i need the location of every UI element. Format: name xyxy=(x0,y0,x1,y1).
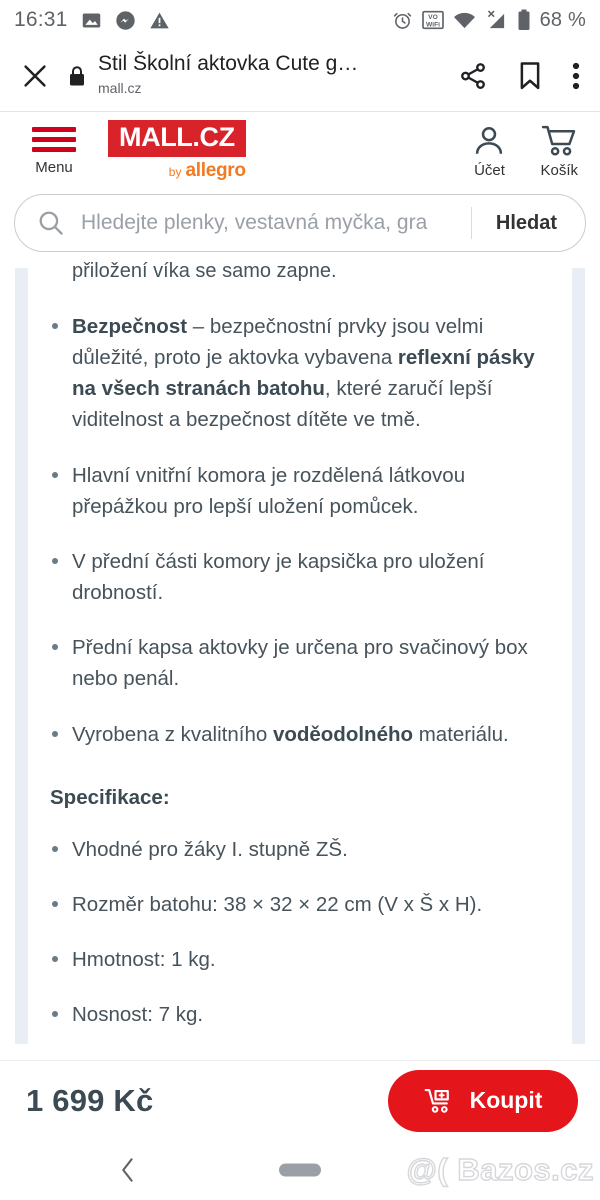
messenger-icon xyxy=(115,10,136,31)
close-icon[interactable] xyxy=(20,61,50,91)
cart-button[interactable] xyxy=(540,124,578,179)
product-price: 1 699 Kč xyxy=(26,1082,154,1118)
battery-percentage: 68 % xyxy=(539,8,586,31)
search-icon xyxy=(37,209,65,237)
body-text: Nosnost: 7 kg. xyxy=(72,1003,204,1027)
page-title-block[interactable] xyxy=(94,52,458,98)
mall-logo[interactable] xyxy=(108,120,246,181)
specifications-heading: Specifikace: xyxy=(50,785,170,809)
list-item xyxy=(50,546,550,608)
person-icon xyxy=(472,124,506,158)
list-item xyxy=(50,460,550,522)
body-text: – bezpečnostní prvky jsou velmi důležité, proto je aktovka vybavena xyxy=(72,315,484,370)
body-text: Hmotnost: 1 kg. xyxy=(72,948,216,972)
body-text: materiálu. xyxy=(413,722,509,746)
photo-icon xyxy=(81,10,102,31)
allegro-by-label: by xyxy=(168,164,182,179)
list-item xyxy=(50,889,550,920)
close-button[interactable] xyxy=(20,61,60,91)
share-icon[interactable] xyxy=(458,61,488,91)
cart-label: Košík xyxy=(540,161,578,179)
svg-text:VO: VO xyxy=(427,14,438,22)
body-text: V přední části komory je kapsička pro uložení drobností. xyxy=(72,549,485,605)
warning-triangle-icon xyxy=(149,10,170,31)
description-inner xyxy=(28,256,572,1086)
mall-logo-text: MALL.CZ xyxy=(108,120,246,156)
specifications-bullet-list xyxy=(50,834,550,1086)
allegro-byline xyxy=(169,160,246,182)
clipped-text-line: přiložení víka se samo zapne. xyxy=(72,260,337,282)
wifi-icon xyxy=(453,11,476,30)
page-url: mall.cz xyxy=(98,79,142,96)
vowifi-icon xyxy=(422,10,444,30)
header-actions xyxy=(472,124,578,179)
allegro-brand-label: allegro xyxy=(185,159,246,181)
page-content-area[interactable] xyxy=(0,260,600,1060)
body-text: , které zaručí lepší viditelnost a bezpečnost dítěte ve tmě. xyxy=(72,377,493,432)
account-button[interactable] xyxy=(472,124,506,179)
status-bar xyxy=(0,0,600,40)
emphasis-text: reflexní pásky na všech stranách batohu xyxy=(72,346,535,401)
status-bar-left xyxy=(14,8,170,32)
search-input[interactable]: Hledejte plenky, vestavná myčka, gra xyxy=(81,211,428,234)
buy-button[interactable] xyxy=(388,1070,578,1132)
overflow-menu-icon[interactable] xyxy=(572,61,580,91)
security-lock[interactable] xyxy=(60,65,94,87)
alarm-clock-icon xyxy=(392,10,413,31)
search-submit-button[interactable]: Hledat xyxy=(495,211,557,234)
home-pill-button[interactable] xyxy=(279,1164,321,1177)
body-text: Rozměr batohu: 38 × 32 × 22 cm (V x Š x H). xyxy=(72,892,483,916)
cart-icon xyxy=(541,124,577,158)
description-card xyxy=(28,260,572,1044)
buy-bar xyxy=(0,1060,600,1140)
battery-icon xyxy=(517,9,531,31)
list-item xyxy=(50,719,550,750)
svg-text:WiFi: WiFi xyxy=(425,21,440,29)
search-divider xyxy=(471,207,472,239)
status-bar-clock: 16:31 xyxy=(14,8,68,31)
back-chevron-icon[interactable] xyxy=(118,1157,138,1183)
body-text: Hlavní vnitřní komora je rozdělená látkovou přepážkou pro lepší uložení pomůcek. xyxy=(72,463,466,518)
lock-icon xyxy=(67,65,87,87)
account-label: Účet xyxy=(474,161,505,179)
hamburger-icon[interactable] xyxy=(32,127,76,152)
emphasis-text: Bezpečnost xyxy=(72,315,188,338)
list-item xyxy=(50,632,550,694)
bazos-watermark: @( Bazos.cz xyxy=(406,1152,594,1187)
page-title: Stil Školní aktovka Cute g… xyxy=(98,52,359,76)
cellular-signal-x-icon xyxy=(485,10,508,31)
site-header xyxy=(0,112,600,190)
list-item xyxy=(50,311,550,436)
search-box[interactable] xyxy=(14,194,586,252)
description-bullet-list xyxy=(50,311,550,750)
menu-button[interactable] xyxy=(24,127,84,176)
menu-label: Menu xyxy=(35,158,73,176)
list-item xyxy=(50,834,550,865)
body-text: Vyrobena z kvalitního xyxy=(72,722,273,746)
bookmark-icon[interactable] xyxy=(516,61,544,91)
browser-actions xyxy=(458,61,582,91)
body-text: Vhodné pro žáky I. stupně ZŠ. xyxy=(72,837,348,861)
body-text: Přední kapsa aktovky je určena pro svačinový box nebo penál. xyxy=(72,636,528,691)
list-item xyxy=(50,999,550,1030)
cart-plus-icon xyxy=(424,1087,454,1115)
status-bar-right xyxy=(392,9,586,32)
emphasis-text: voděodolného xyxy=(272,722,414,746)
list-item xyxy=(50,944,550,975)
browser-toolbar xyxy=(0,40,600,112)
android-nav-bar xyxy=(0,1140,600,1200)
buy-button-label: Koupit xyxy=(469,1087,543,1113)
